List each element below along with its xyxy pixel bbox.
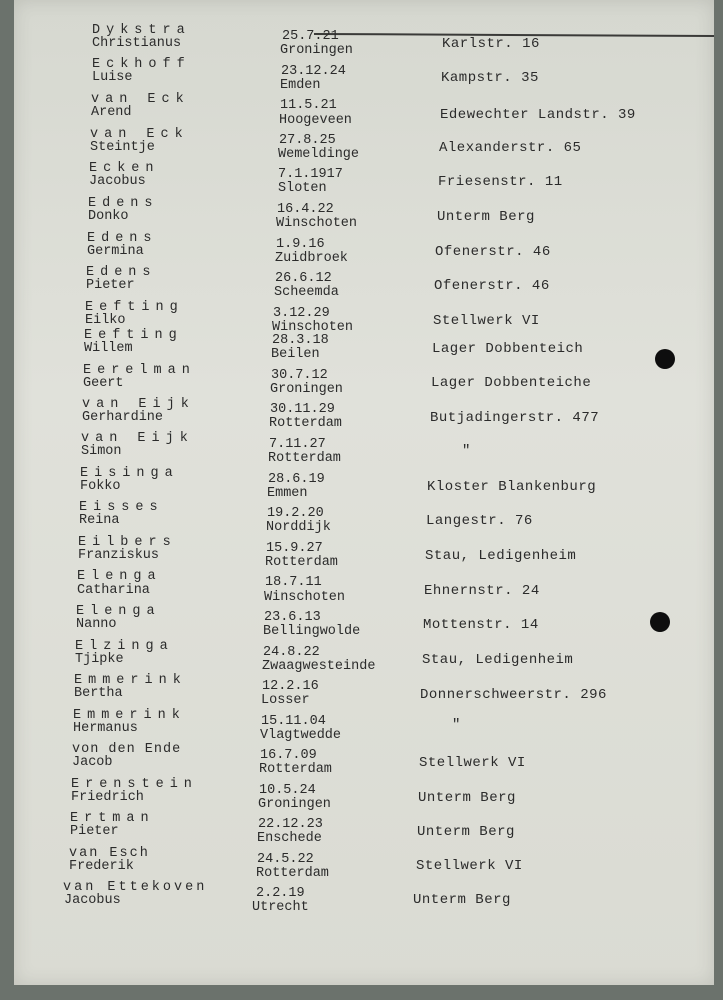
entry-birth-place: Sloten (278, 181, 327, 196)
entry-surname: Edens (88, 196, 159, 211)
entry-given-name: Geert (83, 376, 124, 391)
entry-surname: Eilbers (78, 535, 177, 550)
entry-surname: Emmerink (74, 673, 187, 688)
entry-given-name: Steintje (90, 140, 155, 155)
entry-birth-place: Rotterdam (265, 555, 338, 570)
entry-surname: van Eck (91, 92, 190, 107)
entry-birth-place: Emden (280, 78, 321, 93)
entry-surname: Ecken (89, 161, 160, 176)
entry-address: Mottenstr. 14 (423, 617, 539, 633)
entry-address: Unterm Berg (437, 209, 535, 225)
entry-given-name: Willem (84, 341, 133, 356)
document-page (14, 0, 714, 985)
entry-birth-place: Winschoten (276, 216, 358, 231)
entry-birth-date: 24.5.22 (257, 852, 314, 867)
entry-surname: Eefting (85, 300, 184, 315)
entry-birth-date: 1.9.16 (276, 237, 325, 252)
entry-address: Langestr. 76 (426, 513, 533, 529)
entry-surname: Eisinga (80, 466, 179, 481)
entry-address: Stellwerk VI (419, 755, 526, 771)
entry-birth-place: Zuidbroek (275, 251, 348, 266)
entry-given-name: Hermanus (73, 721, 138, 736)
entry-birth-date: 16.7.09 (260, 748, 317, 763)
entry-surname: Edens (86, 265, 157, 280)
entry-given-name: Franziskus (78, 548, 160, 563)
entry-birth-date: 24.8.22 (263, 645, 320, 660)
entry-surname: Elzinga (75, 639, 174, 654)
entry-birth-place: Vlagtwedde (260, 728, 342, 743)
entry-birth-place: Rotterdam (269, 416, 342, 431)
entry-address: Butjadingerstr. 477 (430, 410, 600, 426)
entry-given-name: Arend (91, 105, 132, 120)
entry-birth-place: Hoogeveen (279, 113, 352, 128)
entry-birth-place: Zwaagwesteinde (262, 659, 376, 674)
entry-birth-date: 16.4.22 (277, 202, 334, 217)
entry-address: Edewechter Landstr. 39 (440, 107, 636, 123)
entry-birth-place: Enschede (257, 831, 322, 846)
entry-given-name: Tjipke (75, 652, 124, 667)
entry-given-name: Pieter (86, 278, 135, 293)
entry-birth-date: 12.2.16 (262, 679, 319, 694)
entry-address: " (452, 717, 461, 733)
entry-given-name: Donko (88, 209, 129, 224)
entry-birth-place: Rotterdam (256, 866, 329, 881)
entry-birth-date: 23.6.13 (264, 610, 321, 625)
entry-address: Friesenstr. 11 (438, 174, 563, 190)
entry-address: Lager Dobbenteich (432, 341, 584, 357)
entry-birth-date: 2.2.19 (256, 886, 305, 901)
entry-birth-date: 28.3.18 (272, 333, 329, 348)
entry-surname: van Eijk (82, 397, 195, 412)
entry-birth-place: Groningen (280, 43, 353, 58)
entry-birth-place: Wemeldinge (278, 147, 360, 162)
entry-birth-place: Winschoten (272, 320, 354, 335)
entry-surname: Emmerink (73, 708, 186, 723)
entry-surname: Dykstra (92, 23, 191, 38)
entry-given-name: Bertha (74, 686, 123, 701)
punch-hole (650, 612, 670, 632)
entry-birth-date: 15.11.04 (261, 714, 326, 729)
entry-address: Stellwerk VI (433, 313, 540, 329)
entry-birth-date: 30.7.12 (271, 368, 328, 383)
entry-address: Stau, Ledigenheim (422, 652, 574, 668)
entry-given-name: Friedrich (71, 790, 144, 805)
entry-birth-place: Beilen (271, 347, 320, 362)
entry-address: Stellwerk VI (416, 858, 523, 874)
entry-surname: Edens (87, 231, 158, 246)
entry-given-name: Frederik (69, 859, 134, 874)
entry-birth-place: Emmen (267, 486, 308, 501)
entry-given-name: Pieter (70, 824, 119, 839)
entry-given-name: Luise (92, 70, 133, 85)
entry-address: Alexanderstr. 65 (439, 140, 582, 156)
entry-birth-date: 15.9.27 (266, 541, 323, 556)
entry-given-name: Jacobus (89, 174, 146, 189)
entry-surname: van Eijk (81, 431, 194, 446)
entry-surname: van Ettekoven (63, 880, 208, 895)
entry-address: Ofenerstr. 46 (435, 244, 551, 260)
entry-birth-date: 22.12.23 (258, 817, 323, 832)
entry-given-name: Christianus (92, 36, 182, 51)
entry-birth-date: 26.6.12 (275, 271, 332, 286)
entry-address: Ehnernstr. 24 (424, 583, 540, 599)
entry-birth-date: 18.7.11 (265, 575, 322, 590)
entry-surname: Elenga (77, 569, 162, 584)
entry-surname: Erenstein (71, 777, 198, 792)
entry-birth-date: 19.2.20 (267, 506, 324, 521)
entry-surname: Eefting (84, 328, 183, 343)
entry-address: Ofenerstr. 46 (434, 278, 550, 294)
entry-address: Kloster Blankenburg (427, 479, 597, 495)
entry-address: Lager Dobbenteiche (431, 375, 592, 391)
entry-given-name: Germina (87, 244, 144, 259)
entry-birth-place: Norddijk (266, 520, 331, 535)
entry-birth-date: 7.11.27 (269, 437, 326, 452)
entry-surname: Eisses (79, 500, 164, 515)
entry-birth-place: Losser (261, 693, 310, 708)
entry-birth-date: 7.1.1917 (278, 167, 343, 182)
entry-birth-place: Utrecht (252, 900, 309, 915)
entry-birth-place: Bellingwolde (263, 624, 361, 639)
entry-given-name: Jacobus (64, 893, 121, 908)
entry-birth-place: Rotterdam (268, 451, 341, 466)
entry-birth-place: Groningen (270, 382, 343, 397)
entry-birth-date: 28.6.19 (268, 472, 325, 487)
entry-birth-place: Groningen (258, 797, 331, 812)
punch-hole (655, 349, 675, 369)
entry-address: Kampstr. 35 (441, 70, 539, 86)
entry-given-name: Jacob (72, 755, 113, 770)
entry-birth-place: Scheemda (274, 285, 339, 300)
entry-surname: van Esch (69, 846, 150, 861)
entry-birth-date: 23.12.24 (281, 64, 346, 79)
entry-surname: van Eck (90, 127, 189, 142)
entry-address: Unterm Berg (418, 790, 516, 806)
entry-surname: Eerelman (83, 363, 196, 378)
entry-given-name: Gerhardine (82, 410, 164, 425)
entry-address: Unterm Berg (413, 892, 511, 908)
entry-birth-place: Winschoten (264, 590, 346, 605)
entry-birth-date: 3.12.29 (273, 306, 330, 321)
entry-surname: Elenga (76, 604, 161, 619)
entry-given-name: Catharina (77, 583, 150, 598)
entry-given-name: Eilko (85, 313, 126, 328)
entry-birth-date: 11.5.21 (280, 98, 337, 113)
entry-birth-date: 25.7.21 (282, 29, 339, 44)
entry-address: " (462, 443, 471, 459)
entry-surname: von den Ende (72, 742, 182, 757)
entry-given-name: Simon (81, 444, 122, 459)
entry-birth-place: Rotterdam (259, 762, 332, 777)
entry-address: Stau, Ledigenheim (425, 548, 577, 564)
entry-birth-date: 27.8.25 (279, 133, 336, 148)
entry-given-name: Reina (79, 513, 120, 528)
entry-address: Unterm Berg (417, 824, 515, 840)
entry-surname: Eckhoff (92, 57, 191, 72)
entry-given-name: Nanno (76, 617, 117, 632)
entry-address: Donnerschweerstr. 296 (420, 687, 607, 703)
entry-given-name: Fokko (80, 479, 121, 494)
entry-surname: Ertman (70, 811, 155, 826)
entry-birth-date: 10.5.24 (259, 783, 316, 798)
entry-birth-date: 30.11.29 (270, 402, 335, 417)
entry-address: Karlstr. 16 (442, 36, 540, 52)
